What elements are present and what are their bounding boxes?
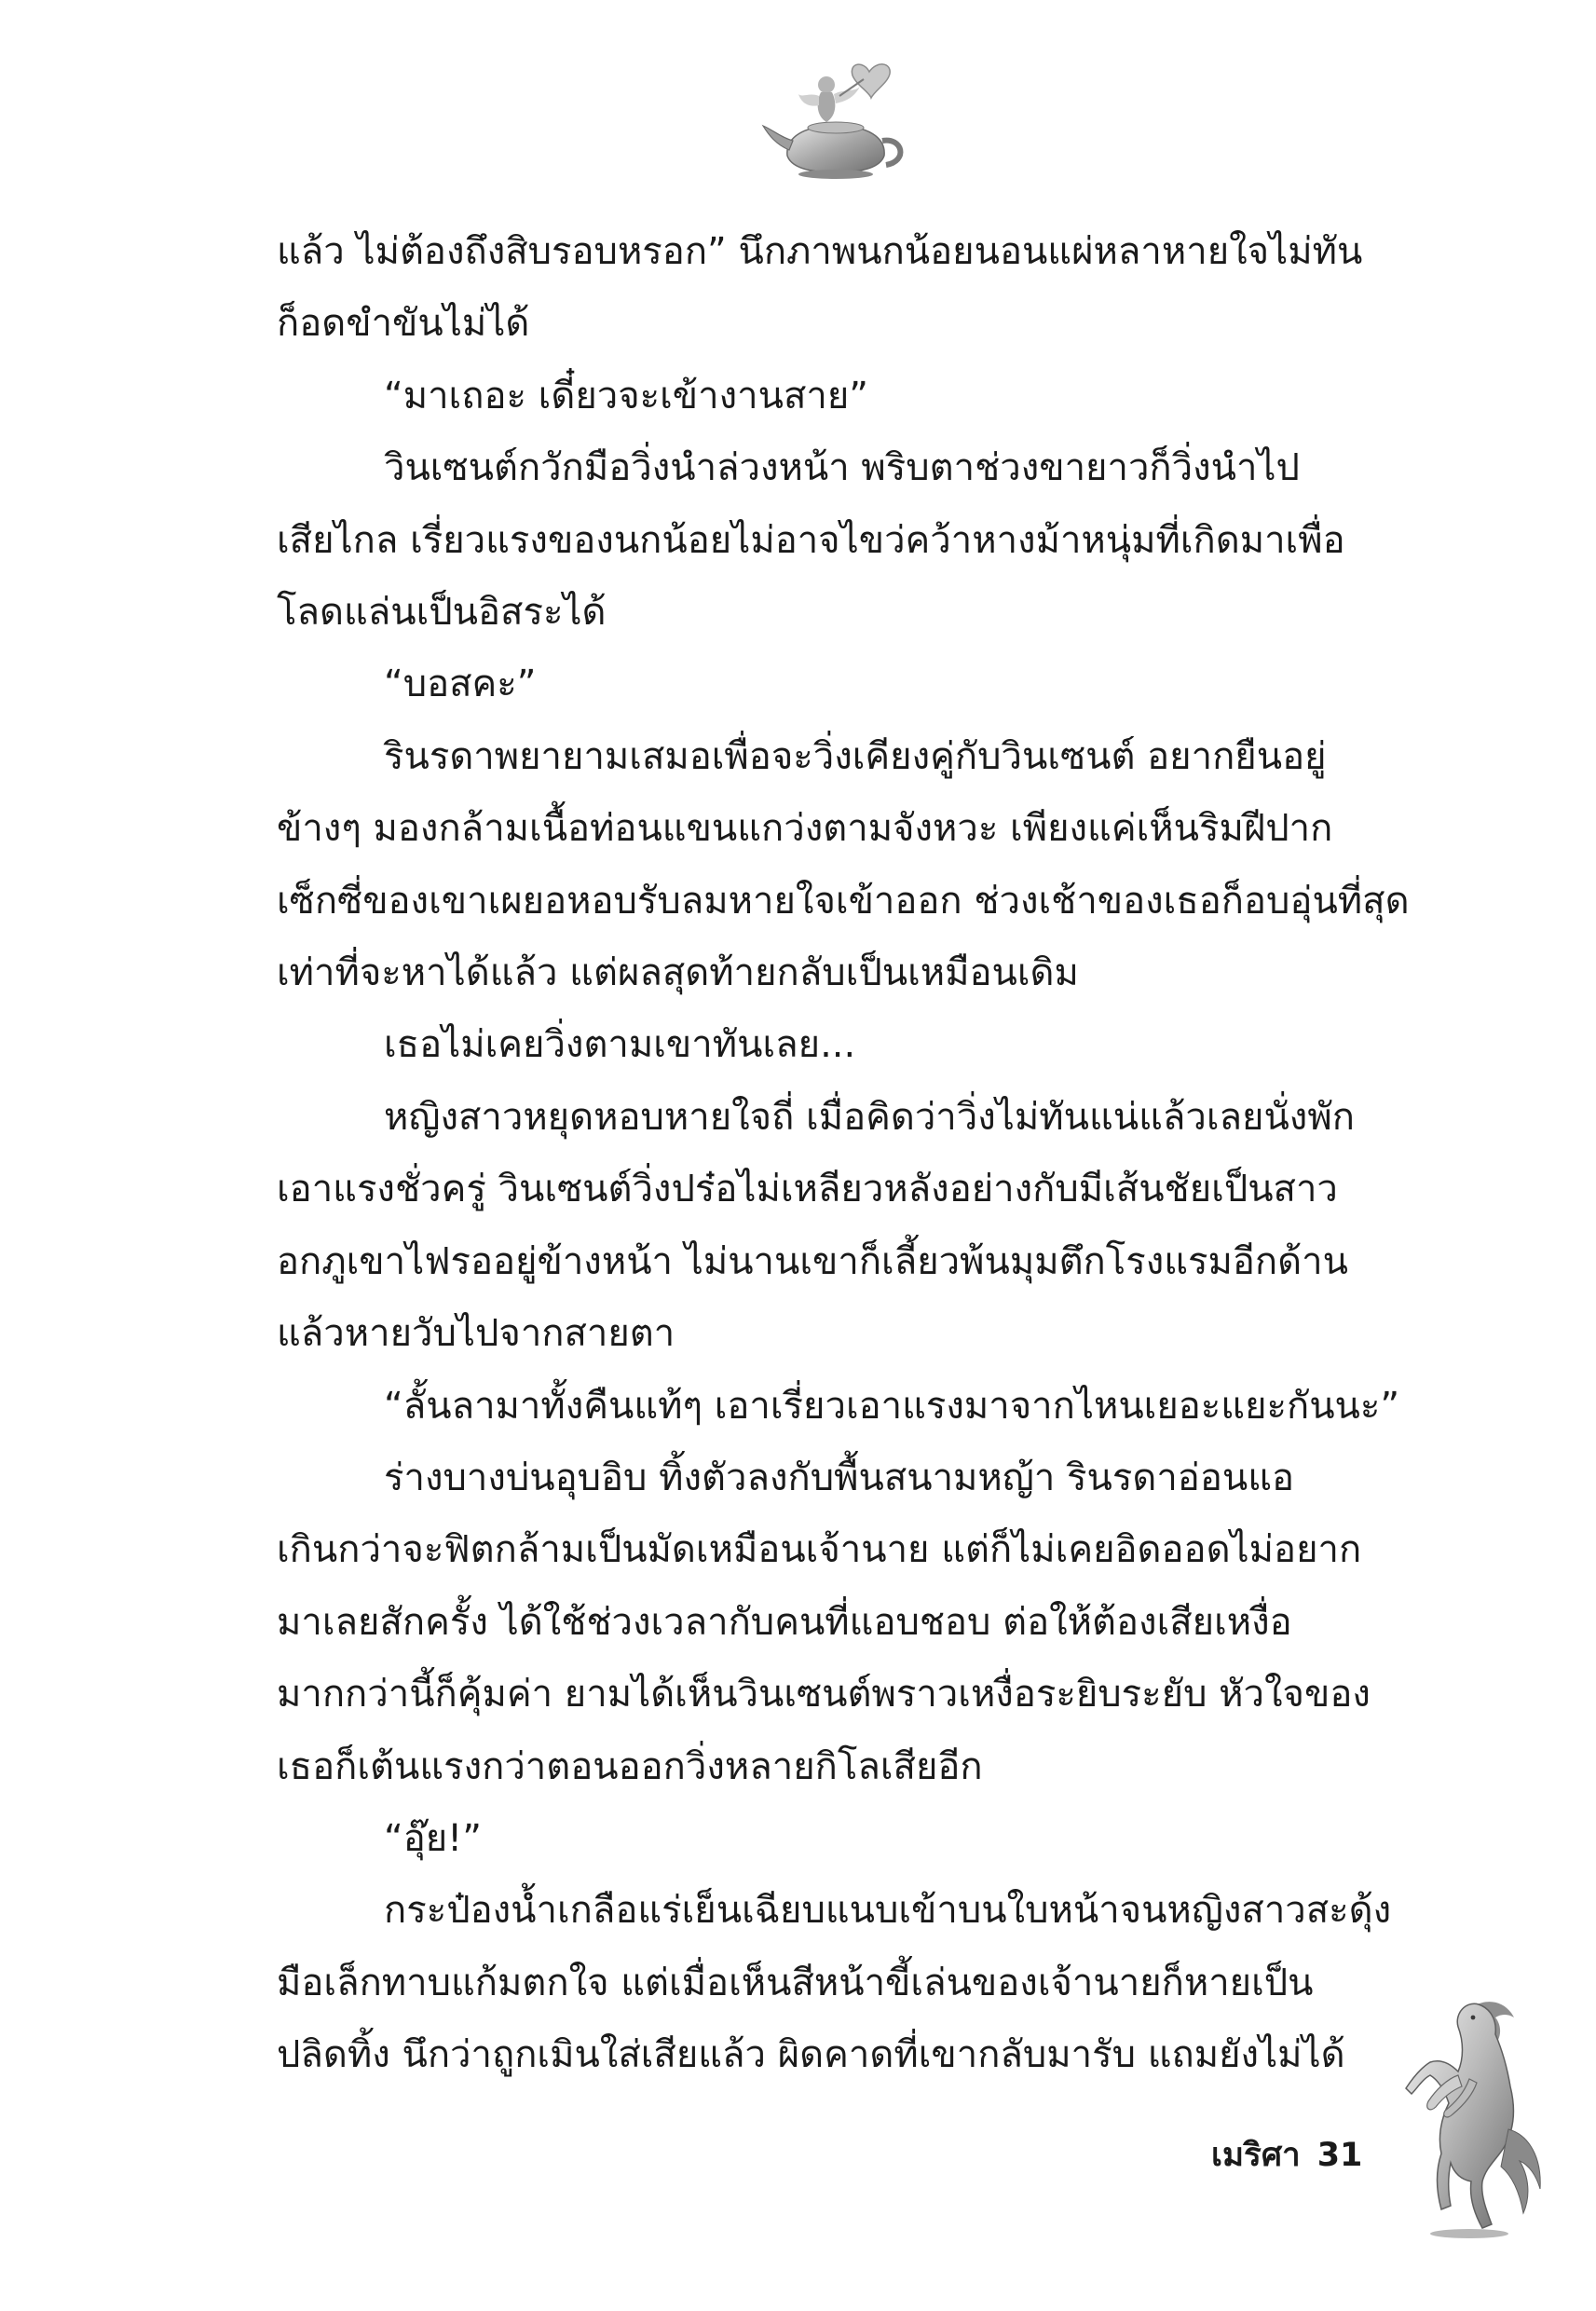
text-line: ก็อดขำขันไม่ได้ [277,302,530,346]
teapot-cupid-ornament [759,51,918,182]
text-line: กระป๋องน้ำเกลือแร่เย็นเฉียบแนบเข้าบนใบหน้าจนหญิงสาวสะดุ้ง [384,1889,1392,1933]
text-line: แล้วหายวับไปจากสายตา [277,1312,675,1356]
text-line: เอาแรงชั่วครู่ วินเซนต์วิ่งปร๋อไม่เหลียวหลังอย่างกับมีเส้นชัยเป็นสาว [277,1168,1338,1211]
text-line: มือเล็กทาบแก้มตกใจ แต่เมื่อเห็นสีหน้าขี้เล่นของเจ้านายก็หายเป็น [277,1961,1314,2004]
text-line: แล้ว ไม่ต้องถึงสิบรอบหรอก” นึกภาพนกน้อยนอนแผ่หลาหายใจไม่ทัน [277,230,1363,273]
text-line: ร่างบางบ่นอุบอิบ ทิ้งตัวลงกับพื้นสนามหญ้า รินรดาอ่อนแอ [384,1456,1294,1499]
text-line: เสียไกล เรี่ยวแรงของนกน้อยไม่อาจไขว่คว้าหางม้าหนุ่มที่เกิดมาเพื่อ [277,518,1345,562]
page-footer [1211,2129,1362,2181]
text-line: เซ็กซี่ของเขาเผยอหอบรับลมหายใจเข้าออก ช่วงเช้าของเธอก็อบอุ่นที่สุด [277,879,1410,923]
text-line: เธอไม่เคยวิ่งตามเขาทันเลย... [384,1023,856,1067]
text-line: มาเลยสักครั้ง ได้ใช้ช่วงเวลากับคนที่แอบชอบ ต่อให้ต้องเสียเหงื่อ [277,1600,1292,1644]
text-line: รินรดาพยายามเสมอเพื่อจะวิ่งเคียงคู่กับวินเซนต์ อยากยืนอยู่ [384,734,1327,778]
text-line: วินเซนต์กวักมือวิ่งนำล่วงหน้า พริบตาช่วงขายาวก็วิ่งนำไป [384,446,1300,490]
rearing-horse-icon [1393,1990,1556,2250]
text-line: “มาเถอะ เดี๋ยวจะเข้างานสาย” [384,374,868,417]
text-line: โลดแล่นเป็นอิสระได้ [277,591,607,635]
text-line: อกภูเขาไฟรออยู่ข้างหน้า ไม่นานเขาก็เลี้ยวพ้นมุมตึกโรงแรมอีกด้าน [277,1239,1348,1283]
page-number: 31 [1316,2137,1363,2174]
text-line: “บอสคะ” [384,663,537,706]
body-text [277,216,1413,2092]
text-line: เธอก็เต้นแรงกว่าตอนออกวิ่งหลายกิโลเสียอีก [277,1744,983,1788]
text-line: ปลิดทิ้ง นึกว่าถูกเมินใส่เสียแล้ว ผิดคาดที่เขากลับมารับ แถมยังไม่ได้ [277,2033,1345,2077]
text-line: เกินกว่าจะฟิตกล้ามเป็นมัดเหมือนเจ้านาย แต่ก็ไม่เคยอิดออดไม่อยาก [277,1528,1362,1572]
text-line: “อุ๊ย!” [384,1816,482,1860]
text-line: หญิงสาวหยุดหอบหายใจถี่ เมื่อคิดว่าวิ่งไม่ทันแน่แล้วเลยนั่งพัก [384,1095,1355,1139]
text-line: เท่าที่จะหาได้แล้ว แต่ผลสุดท้ายกลับเป็นเหมือนเดิม [277,951,1079,995]
text-line: “ลั้นลามาทั้งคืนแท้ๆ เอาเรี่ยวเอาแรงมาจากไหนเยอะแยะกันนะ” [384,1384,1400,1428]
text-line: มากกว่านี้ก็คุ้มค่า ยามได้เห็นวินเซนต์พราวเหงื่อระยิบระยับ หัวใจของ [277,1673,1371,1716]
author-name: เมริศา [1211,2137,1301,2174]
text-line: ข้างๆ มองกล้ามเนื้อท่อนแขนแกว่งตามจังหวะ เพียงแค่เห็นริมฝีปาก [277,807,1333,851]
